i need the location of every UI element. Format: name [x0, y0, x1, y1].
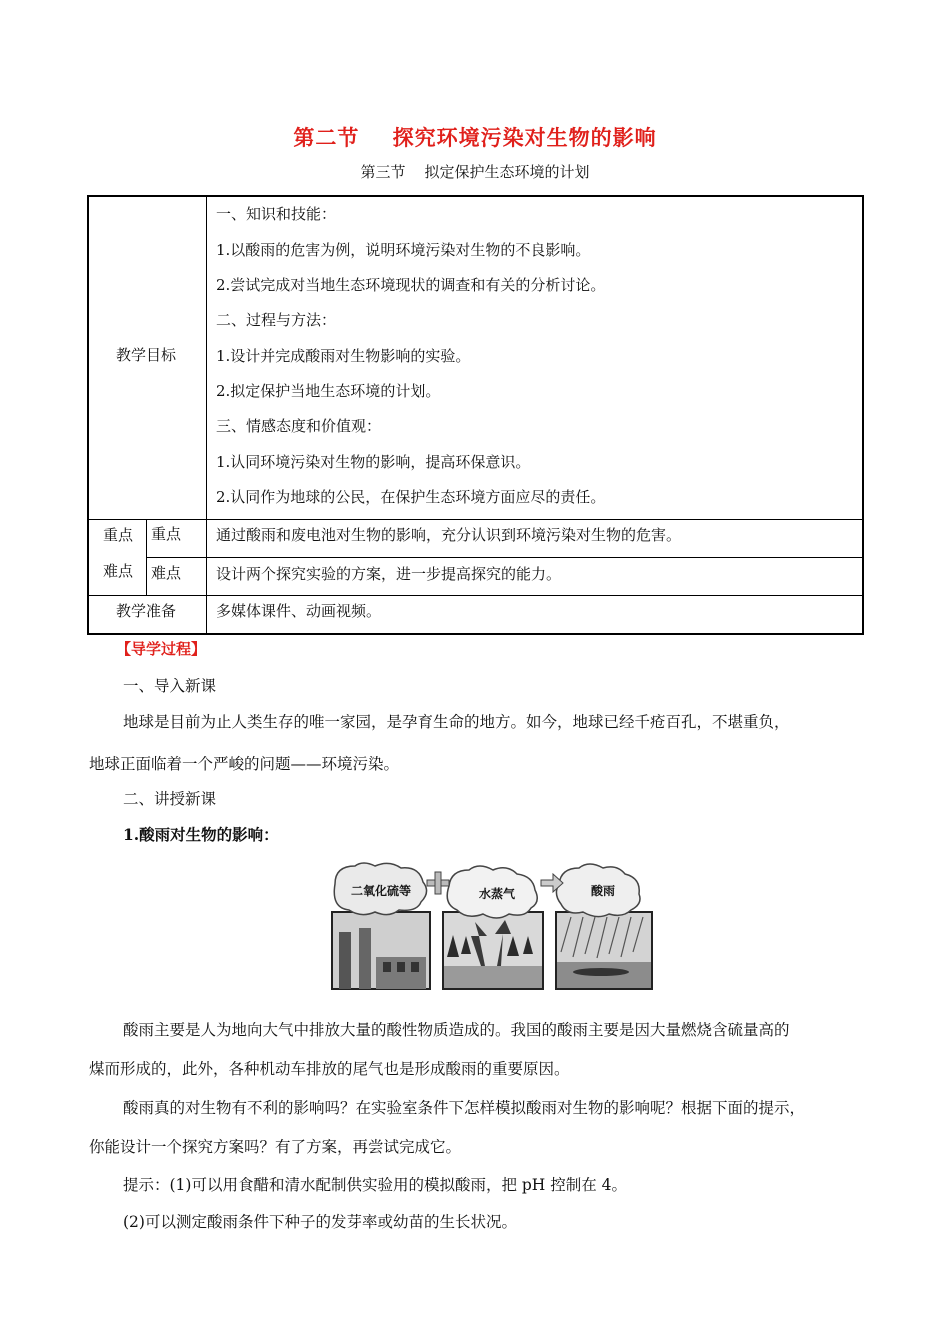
page-subtitle: 第三节 拟定保护生态环境的计划 — [360, 163, 590, 181]
paragraph-line: 地球正面临着一个严峻的问题——环境污染。 — [89, 755, 400, 773]
subheading-acid-rain: 1.酸雨对生物的影响： — [123, 825, 279, 844]
difficult-point-text: 设计两个探究实验的方案，进一步提高探究的能力。 — [216, 565, 562, 583]
key-point-label: 重点 — [151, 525, 182, 543]
paragraph-line: 酸雨真的对生物有不利的影响吗？在实验室条件下怎样模拟酸雨对生物的影响呢？根据下面的提示， — [123, 1099, 806, 1117]
acid-rain-illustration — [331, 862, 653, 990]
key-point-text: 通过酸雨和废电池对生物的影响，充分认识到环境污染对生物的危害。 — [216, 526, 682, 544]
objective-line: 三、情感态度和价值观： — [216, 417, 382, 435]
objective-line: 1.设计并完成酸雨对生物影响的实验。 — [216, 347, 471, 365]
objective-line: 一、知识和技能： — [216, 205, 337, 223]
key-difficult-label: 难点 — [103, 562, 134, 580]
figure-label-so2: 二氧化硫等 — [350, 884, 412, 898]
preparation-text: 多媒体课件、动画视频。 — [216, 602, 382, 620]
teaching-table — [87, 195, 864, 635]
paragraph-line: 地球是目前为止人类生存的唯一家园，是孕育生命的地方。如今，地球已经千疮百孔，不堪重负， — [123, 713, 790, 731]
objective-line: 2.尝试完成对当地生态环境现状的调查和有关的分析讨论。 — [216, 276, 606, 294]
difficult-point-label: 难点 — [151, 564, 182, 582]
objectives-label: 教学目标 — [116, 346, 177, 364]
paragraph-line: 你能设计一个探究方案吗？有了方案，再尝试完成它。 — [89, 1138, 462, 1156]
page-title: 第二节 探究环境污染对生物的影响 — [293, 126, 657, 150]
objective-line: 2.拟定保护当地生态环境的计划。 — [216, 382, 441, 400]
heading-new-lesson: 二、讲授新课 — [123, 790, 217, 808]
figure-label-acid-rain: 酸雨 — [590, 884, 616, 898]
paragraph-line: 酸雨主要是人为地向大气中排放大量的酸性物质造成的。我国的酸雨主要是因大量燃烧含硫量高的 — [123, 1021, 790, 1039]
objective-line: 1.认同环境污染对生物的影响，提高环保意识。 — [216, 453, 531, 471]
key-difficult-label: 重点 — [103, 526, 134, 544]
preparation-label: 教学准备 — [116, 602, 177, 620]
section-tag: 【导学过程】 — [116, 640, 207, 658]
objective-line: 1.以酸雨的危害为例，说明环境污染对生物的不良影响。 — [216, 241, 591, 259]
objective-line: 2.认同作为地球的公民，在保护生态环境方面应尽的责任。 — [216, 488, 606, 506]
table-divider — [89, 595, 862, 596]
table-divider — [206, 197, 207, 633]
heading-intro: 一、导入新课 — [123, 677, 217, 695]
hint-line: (2)可以测定酸雨条件下种子的发芽率或幼苗的生长状况。 — [123, 1213, 517, 1231]
table-divider — [146, 557, 862, 558]
paragraph-line: 煤而形成的，此外，各种机动车排放的尾气也是形成酸雨的重要原因。 — [89, 1060, 570, 1078]
table-divider — [89, 519, 862, 520]
figure-label-vapor: 水蒸气 — [478, 887, 516, 901]
acid-rain-diagram — [331, 862, 653, 990]
hint-line: 提示：(1)可以用食醋和清水配制供实验用的模拟酸雨，把 pH 控制在 4。 — [123, 1176, 628, 1194]
objective-line: 二、过程与方法： — [216, 311, 337, 329]
